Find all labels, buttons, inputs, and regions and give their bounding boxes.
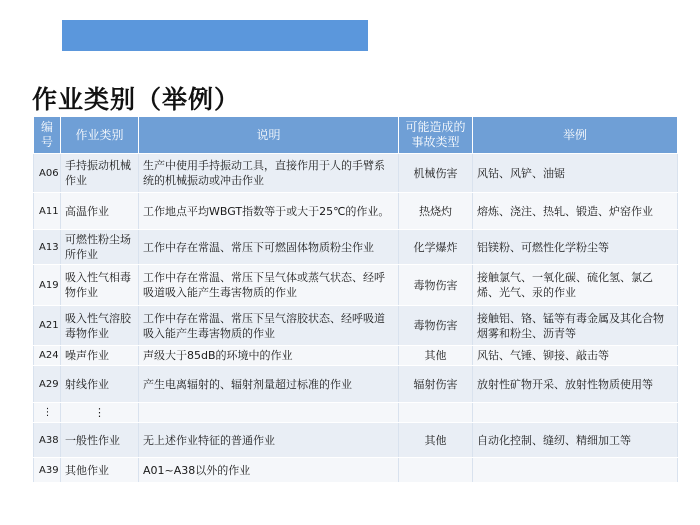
- row-category: 噪声作业: [61, 346, 139, 366]
- row-example: 接触氯气、一氧化碳、硫化氢、氯乙烯、光气、汞的作业: [473, 265, 678, 306]
- row-example: 放射性矿物开采、放射性物质使用等: [473, 366, 678, 403]
- column-header-description: 说明: [139, 117, 399, 154]
- row-code: A19: [34, 265, 61, 306]
- row-code: A24: [34, 346, 61, 366]
- row-example: 风钻、气锤、铆接、敲击等: [473, 346, 678, 366]
- row-category: 吸入性气溶胶毒物作业: [61, 306, 139, 346]
- row-example: [473, 458, 678, 483]
- row-category: 其他作业: [61, 458, 139, 483]
- table-row: [34, 154, 678, 193]
- row-accident-type: 机械伤害: [399, 154, 473, 193]
- row-example: 风钻、风铲、油锯: [473, 154, 678, 193]
- row-description: 生产中使用手持振动工具，直接作用于人的手臂系统的机械振动或冲击作业: [139, 154, 399, 193]
- table-body: [34, 154, 678, 483]
- row-accident-type: [399, 458, 473, 483]
- row-accident-type: 辐射伤害: [399, 366, 473, 403]
- row-accident-type: 化学爆炸: [399, 230, 473, 265]
- table-row: [34, 346, 678, 366]
- row-description: 工作地点平均WBGT指数等于或大于25℃的作业。: [139, 193, 399, 230]
- row-description: 产生电离辐射的、辐射剂量超过标准的作业: [139, 366, 399, 403]
- row-example: 接触铝、铬、锰等有毒金属及其化合物烟雾和粉尘、沥青等: [473, 306, 678, 346]
- row-example: [473, 403, 678, 423]
- row-accident-type: 其他: [399, 423, 473, 458]
- table-row: [34, 458, 678, 483]
- row-category: 射线作业: [61, 366, 139, 403]
- column-header-example: 举例: [473, 117, 678, 154]
- job-category-table: [33, 116, 678, 483]
- row-accident-type: 热烧灼: [399, 193, 473, 230]
- row-code: A39: [34, 458, 61, 483]
- row-accident-type: 毒物伤害: [399, 265, 473, 306]
- column-header-accident-type: 可能造成的事故类型: [399, 117, 473, 154]
- row-accident-type: 其他: [399, 346, 473, 366]
- table-row: [34, 423, 678, 458]
- table-row: [34, 306, 678, 346]
- table-row: [34, 366, 678, 403]
- row-example: 铝镁粉、可燃性化学粉尘等: [473, 230, 678, 265]
- row-accident-type: 毒物伤害: [399, 306, 473, 346]
- row-description: 工作中存在常温、常压下呈气体或蒸气状态、经呼吸道吸入能产生毒害物质的作业: [139, 265, 399, 306]
- table-row: [34, 193, 678, 230]
- row-description: [139, 403, 399, 423]
- page-title: 作业类别（举例）: [32, 85, 241, 114]
- top-banner: [62, 20, 368, 51]
- row-example: 自动化控制、缝纫、精细加工等: [473, 423, 678, 458]
- row-category: 可燃性粉尘场所作业: [61, 230, 139, 265]
- row-description: 工作中存在常温、常压下呈气溶胶状态、经呼吸道吸入能产生毒害物质的作业: [139, 306, 399, 346]
- row-category: 高温作业: [61, 193, 139, 230]
- row-code: ⋮: [34, 403, 61, 423]
- row-category: 吸入性气相毒物作业: [61, 265, 139, 306]
- row-code: A11: [34, 193, 61, 230]
- column-header-category: 作业类别: [61, 117, 139, 154]
- row-category: 手持振动机械作业: [61, 154, 139, 193]
- row-description: 无上述作业特征的普通作业: [139, 423, 399, 458]
- row-description: A01~A38以外的作业: [139, 458, 399, 483]
- table-header-row: [34, 117, 678, 154]
- table-row-ellipsis: [34, 403, 678, 423]
- row-description: 声级大于85dB的环境中的作业: [139, 346, 399, 366]
- row-code: A38: [34, 423, 61, 458]
- table-row: [34, 265, 678, 306]
- table-row: [34, 230, 678, 265]
- row-accident-type: [399, 403, 473, 423]
- row-code: A29: [34, 366, 61, 403]
- column-header-code: 编号: [34, 117, 61, 154]
- row-code: A06: [34, 154, 61, 193]
- row-category: 一般性作业: [61, 423, 139, 458]
- row-code: A21: [34, 306, 61, 346]
- row-category: ⋮: [61, 403, 139, 423]
- row-description: 工作中存在常温、常压下可燃固体物质粉尘作业: [139, 230, 399, 265]
- row-example: 熔炼、浇注、热轧、锻造、炉窑作业: [473, 193, 678, 230]
- row-code: A13: [34, 230, 61, 265]
